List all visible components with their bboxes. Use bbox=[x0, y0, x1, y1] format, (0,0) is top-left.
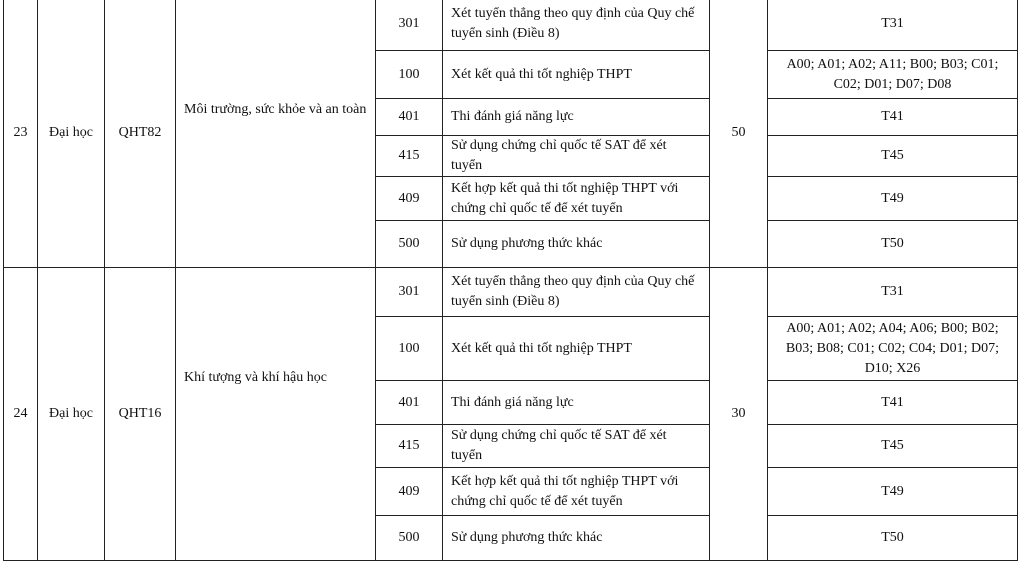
combo-cell: T49 bbox=[768, 177, 1018, 221]
combo-cell: A00; A01; A02; A04; A06; B00; B02; B03; B08; C01; C02; C04; D01; D07; D10; X26 bbox=[768, 317, 1018, 381]
major-code-cell: QHT16 bbox=[105, 268, 176, 561]
combo-cell: T49 bbox=[768, 468, 1018, 516]
method-code-cell: 500 bbox=[376, 516, 443, 561]
combo-cell: T41 bbox=[768, 99, 1018, 136]
method-name-cell: Thi đánh giá năng lực bbox=[443, 381, 710, 425]
method-code-cell: 100 bbox=[376, 51, 443, 99]
admission-table bbox=[3, 0, 1018, 561]
table-row bbox=[4, 0, 1018, 51]
method-name-cell: Thi đánh giá năng lực bbox=[443, 99, 710, 136]
method-name-cell: Sử dụng chứng chỉ quốc tế SAT để xét tuyển bbox=[443, 425, 710, 468]
method-name-cell: Xét tuyển thẳng theo quy định của Quy chế tuyển sinh (Điều 8) bbox=[443, 268, 710, 317]
combo-cell: T50 bbox=[768, 516, 1018, 561]
major-name-cell: Khí tượng và khí hậu học bbox=[176, 268, 376, 561]
method-name-cell: Sử dụng phương thức khác bbox=[443, 516, 710, 561]
method-code-cell: 301 bbox=[376, 268, 443, 317]
method-code-cell: 401 bbox=[376, 99, 443, 136]
combo-cell: A00; A01; A02; A11; B00; B03; C01; C02; D01; D07; D08 bbox=[768, 51, 1018, 99]
method-code-cell: 401 bbox=[376, 381, 443, 425]
stt-cell: 23 bbox=[4, 0, 38, 268]
method-code-cell: 301 bbox=[376, 0, 443, 51]
quota-cell: 30 bbox=[710, 268, 768, 561]
method-name-cell: Sử dụng phương thức khác bbox=[443, 221, 710, 268]
method-code-cell: 100 bbox=[376, 317, 443, 381]
method-code-cell: 409 bbox=[376, 177, 443, 221]
method-name-cell: Xét tuyển thẳng theo quy định của Quy chế tuyển sinh (Điều 8) bbox=[443, 0, 710, 51]
major-name-cell: Môi trường, sức khỏe và an toàn bbox=[176, 0, 376, 268]
table-row bbox=[4, 268, 1018, 317]
method-name-cell: Xét kết quả thi tốt nghiệp THPT bbox=[443, 317, 710, 381]
method-name-cell: Sử dụng chứng chỉ quốc tế SAT để xét tuyển bbox=[443, 136, 710, 177]
level-cell: Đại học bbox=[38, 268, 105, 561]
combo-cell: T41 bbox=[768, 381, 1018, 425]
quota-cell: 50 bbox=[710, 0, 768, 268]
combo-cell: T31 bbox=[768, 0, 1018, 51]
method-name-cell: Kết hợp kết quả thi tốt nghiệp THPT với chứng chỉ quốc tế để xét tuyển bbox=[443, 177, 710, 221]
method-name-cell: Xét kết quả thi tốt nghiệp THPT bbox=[443, 51, 710, 99]
major-code-cell: QHT82 bbox=[105, 0, 176, 268]
method-name-cell: Kết hợp kết quả thi tốt nghiệp THPT với chứng chỉ quốc tế để xét tuyển bbox=[443, 468, 710, 516]
stt-cell: 24 bbox=[4, 268, 38, 561]
level-cell: Đại học bbox=[38, 0, 105, 268]
combo-cell: T50 bbox=[768, 221, 1018, 268]
method-code-cell: 409 bbox=[376, 468, 443, 516]
method-code-cell: 415 bbox=[376, 136, 443, 177]
combo-cell: T45 bbox=[768, 136, 1018, 177]
method-code-cell: 415 bbox=[376, 425, 443, 468]
method-code-cell: 500 bbox=[376, 221, 443, 268]
combo-cell: T31 bbox=[768, 268, 1018, 317]
combo-cell: T45 bbox=[768, 425, 1018, 468]
